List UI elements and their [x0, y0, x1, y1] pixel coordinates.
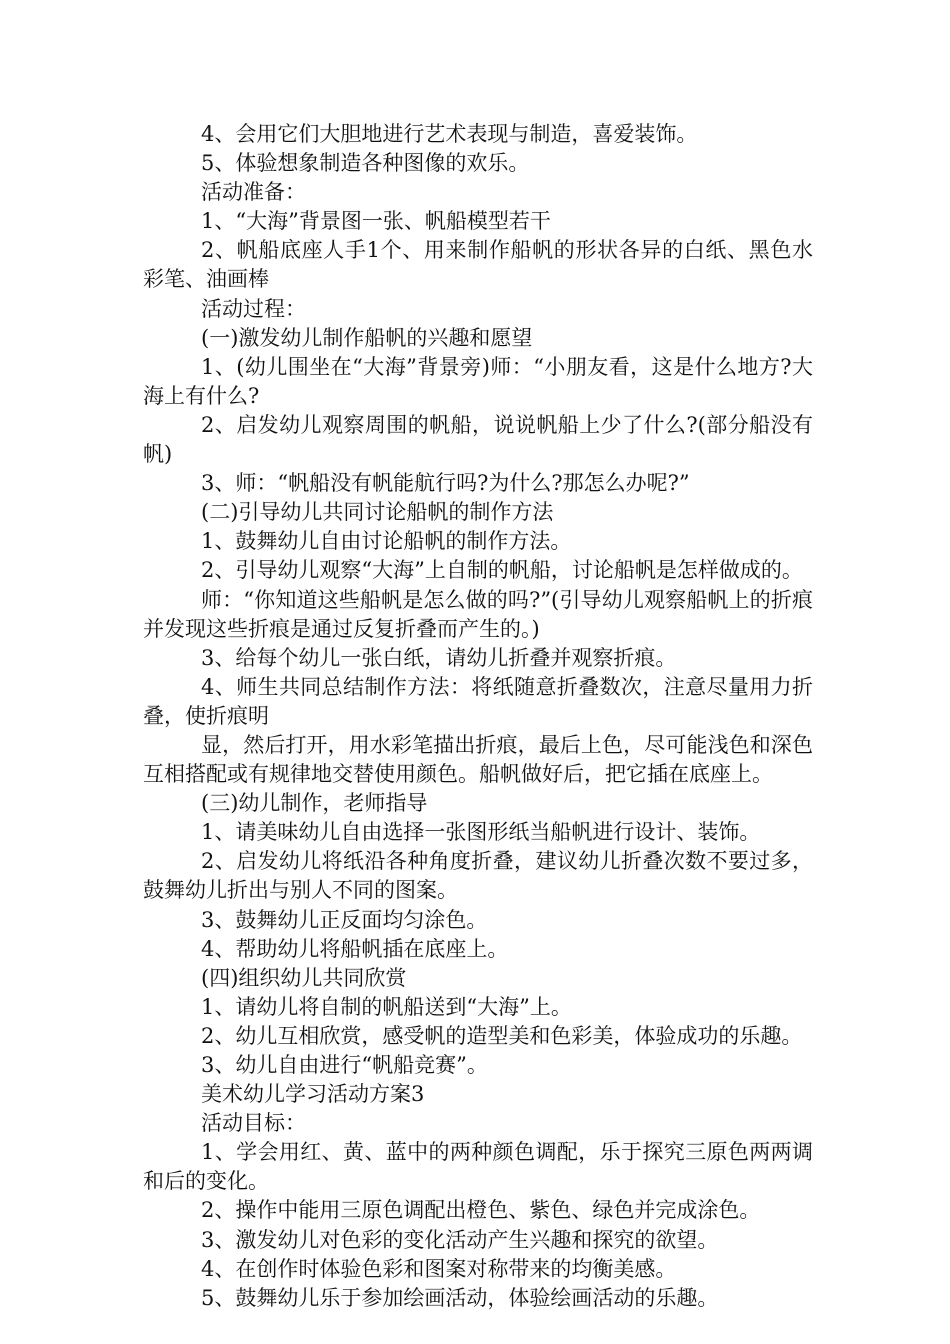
subsection-heading: (四)组织幼儿共同欣赏 [201, 965, 407, 990]
section-heading: 活动目标： [201, 1111, 306, 1136]
paragraph: 2、引导幼儿观察“大海”上自制的帆船，讨论船帆是怎样做成的。 [201, 558, 803, 583]
paragraph: 4、在创作时体验色彩和图案对称带来的均衡美感。 [201, 1256, 677, 1281]
document-title: 美术幼儿学习活动方案3 [201, 1082, 425, 1107]
paragraph: 5、鼓舞幼儿乐于参加绘画活动，体验绘画活动的乐趣。 [201, 1285, 719, 1310]
paragraph: 3、鼓舞幼儿正反面均匀涂色。 [201, 907, 488, 932]
document-body [143, 120, 813, 1313]
paragraph: 5、体验想象制造各种图像的欢乐。 [201, 151, 530, 176]
paragraph: 4、师生共同总结制作方法：将纸随意折叠数次，注意尽量用力折叠，使折痕明 [143, 674, 813, 728]
subsection-heading: (二)引导幼儿共同讨论船帆的制作方法 [201, 500, 554, 525]
paragraph: 3、师：“帆船没有帆能航行吗?为什么?那怎么办呢?” [201, 471, 690, 496]
paragraph: 2、帆船底座人手1个、用来制作船帆的形状各异的白纸、黑色水彩笔、油画棒 [143, 238, 813, 292]
paragraph: 师：“你知道这些船帆是怎么做的吗?”(引导幼儿观察船帆上的折痕并发现这些折痕是通过反复折叠而产生的。) [143, 587, 813, 641]
section-heading: 活动准备： [201, 180, 306, 205]
paragraph: 3、给每个幼儿一张白纸，请幼儿折叠并观察折痕。 [201, 645, 677, 670]
paragraph: 显，然后打开，用水彩笔描出折痕，最后上色，尽可能浅色和深色互相搭配或有规律地交替使用颜色。船帆做好后，把它插在底座上。 [143, 732, 813, 787]
subsection-heading: (一)激发幼儿制作船帆的兴趣和愿望 [201, 325, 533, 350]
paragraph: 3、激发幼儿对色彩的变化活动产生兴趣和探究的欲望。 [201, 1227, 719, 1252]
paragraph: 3、幼儿自由进行“帆船竞赛”。 [201, 1053, 488, 1077]
paragraph: 1、“大海”背景图一张、帆船模型若干 [201, 209, 551, 234]
subsection-heading: (三)幼儿制作，老师指导 [201, 791, 428, 816]
section-heading: 活动过程： [201, 296, 306, 321]
paragraph: 1、鼓舞幼儿自由讨论船帆的制作方法。 [201, 529, 572, 554]
paragraph: 2、幼儿互相欣赏，感受帆的造型美和色彩美，体验成功的乐趣。 [201, 1023, 803, 1048]
paragraph: 4、帮助幼儿将船帆插在底座上。 [201, 936, 509, 961]
paragraph: 2、操作中能用三原色调配出橙色、紫色、绿色并完成涂色。 [201, 1198, 761, 1223]
paragraph: 2、启发幼儿将纸沿各种角度折叠，建议幼儿折叠次数不要过多，鼓舞幼儿折出与别人不同的图案。 [143, 849, 813, 903]
paragraph: 1、学会用红、黄、蓝中的两种颜色调配，乐于探究三原色两两调和后的变化。 [143, 1140, 813, 1194]
paragraph: 1、请美味幼儿自由选择一张图形纸当船帆进行设计、装饰。 [201, 820, 761, 845]
paragraph: 4、会用它们大胆地进行艺术表现与制造，喜爱装饰。 [201, 122, 698, 146]
paragraph: 2、启发幼儿观察周围的帆船，说说帆船上少了什么?(部分船没有帆) [143, 412, 813, 467]
paragraph: 1、请幼儿将自制的帆船送到“大海”上。 [201, 994, 572, 1019]
paragraph: 1、(幼儿围坐在“大海”背景旁)师：“小朋友看，这是什么地方?大海上有什么? [143, 354, 813, 408]
